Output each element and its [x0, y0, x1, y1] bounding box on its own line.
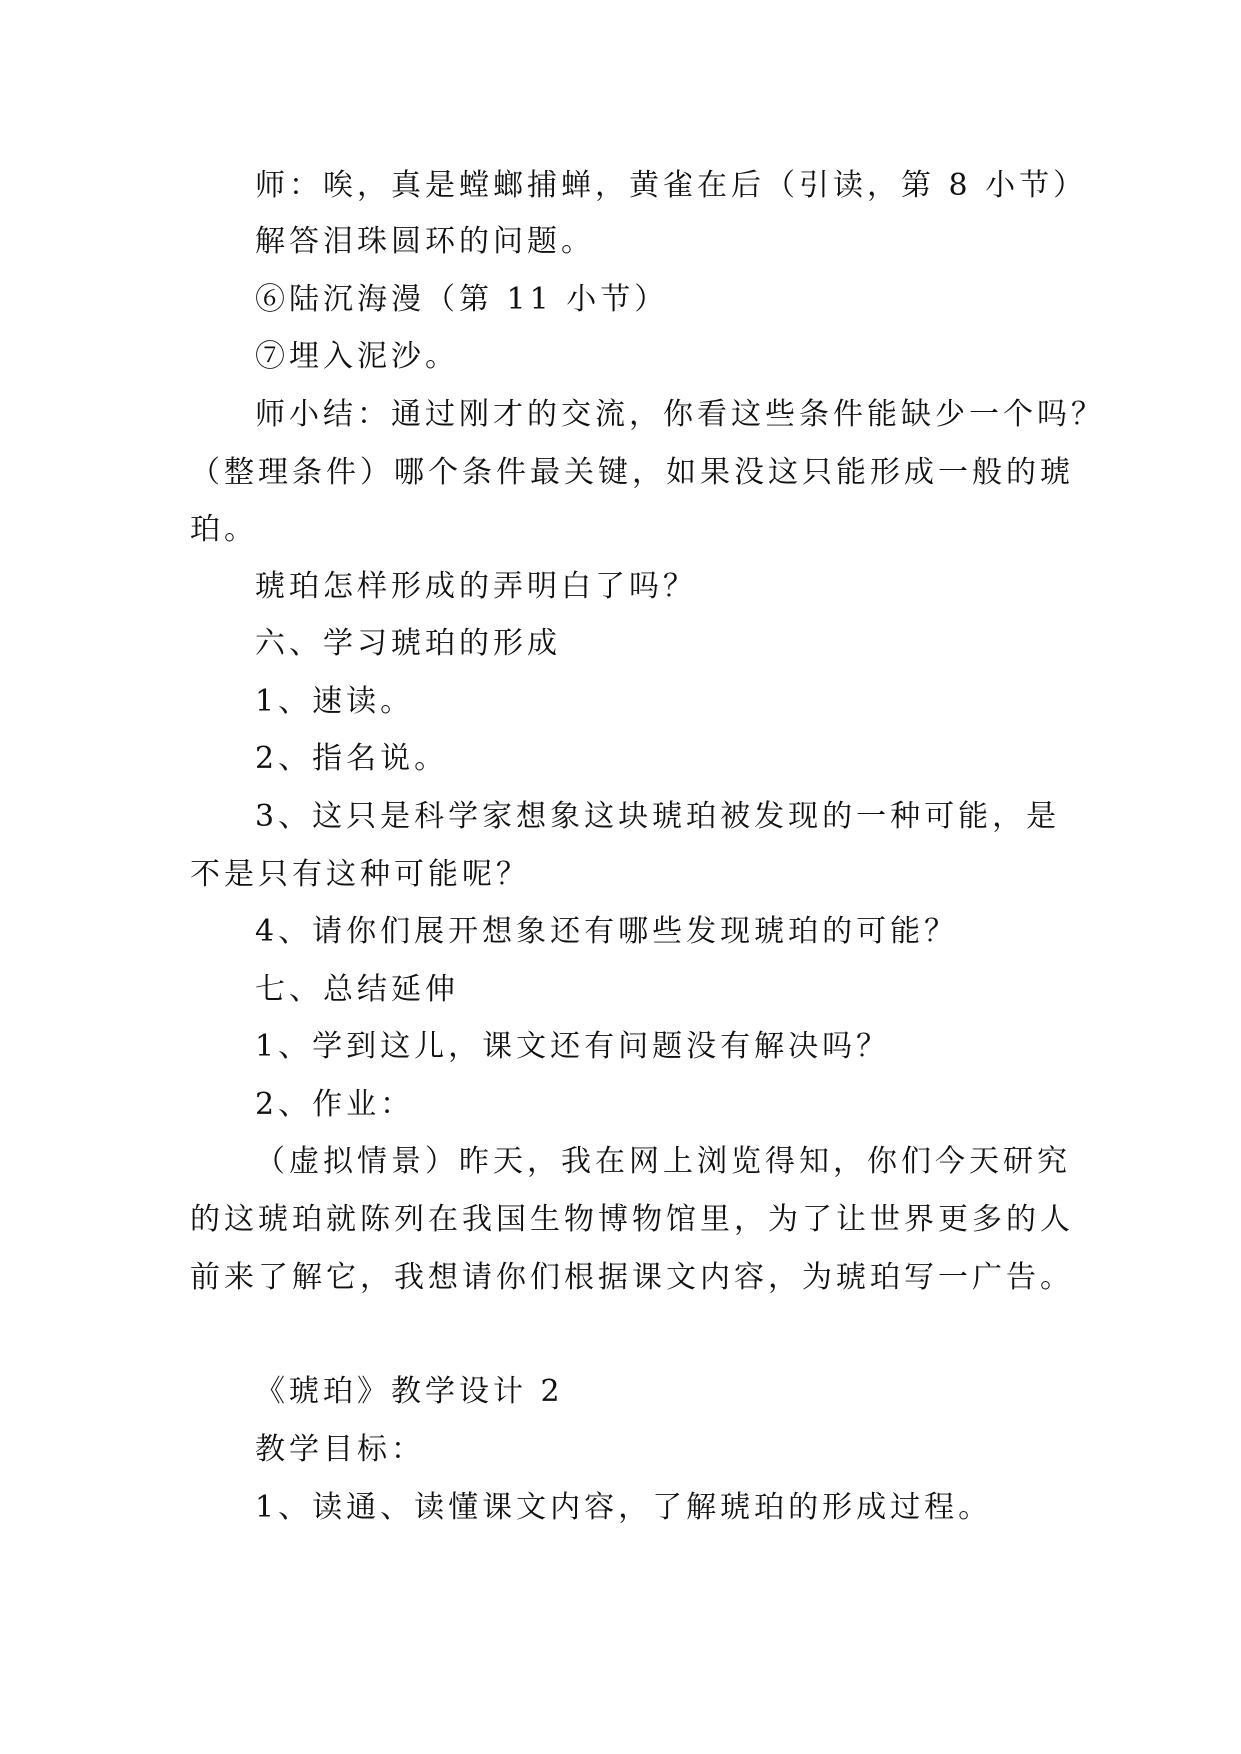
- paragraph-line: 不是只有这种可能呢？: [190, 857, 530, 892]
- list-item: 1、读通、读懂课文内容，了解琥珀的形成过程。: [255, 1490, 993, 1525]
- list-item: 2、作业：: [255, 1087, 415, 1122]
- section-heading: 六、学习琥珀的形成: [255, 626, 561, 661]
- list-item: 4、请你们展开想象还有哪些发现琥珀的可能？: [255, 914, 959, 949]
- section-heading: 教学目标：: [255, 1432, 425, 1467]
- list-item: 1、学到这儿，课文还有问题没有解决吗？: [255, 1029, 891, 1064]
- paragraph-line: （虚拟情景）昨天，我在网上浏览得知，你们今天研究: [255, 1144, 1071, 1179]
- paragraph-line: 师小结：通过刚才的交流，你看这些条件能缺少一个吗？: [255, 397, 1105, 432]
- paragraph-line: ⑦埋入泥沙。: [255, 339, 459, 374]
- paragraph-line: 解答泪珠圆环的问题。: [255, 224, 595, 259]
- paragraph-line: ⑥陆沉海漫（第 11 小节）: [255, 282, 669, 317]
- list-item: 1、速读。: [255, 684, 415, 719]
- list-item: 3、这只是科学家想象这块琥珀被发现的一种可能，是: [255, 799, 1061, 834]
- list-item: 2、指名说。: [255, 741, 449, 776]
- paragraph-line: 珀。: [190, 512, 258, 547]
- paragraph-line: （整理条件）哪个条件最关键，如果没这只能形成一般的琥: [190, 455, 1074, 490]
- section-heading: 七、总结延伸: [255, 972, 459, 1007]
- document-title: 《琥珀》教学设计 2: [255, 1374, 564, 1409]
- paragraph-line: 的这琥珀就陈列在我国生物博物馆里，为了让世界更多的人: [190, 1202, 1074, 1237]
- paragraph-line: 琥珀怎样形成的弄明白了吗？: [255, 569, 697, 604]
- paragraph-line: 师：唉，真是螳螂捕蝉，黄雀在后（引读，第 8 小节）: [255, 168, 1088, 203]
- paragraph-line: 前来了解它，我想请你们根据课文内容，为琥珀写一广告。: [190, 1260, 1074, 1295]
